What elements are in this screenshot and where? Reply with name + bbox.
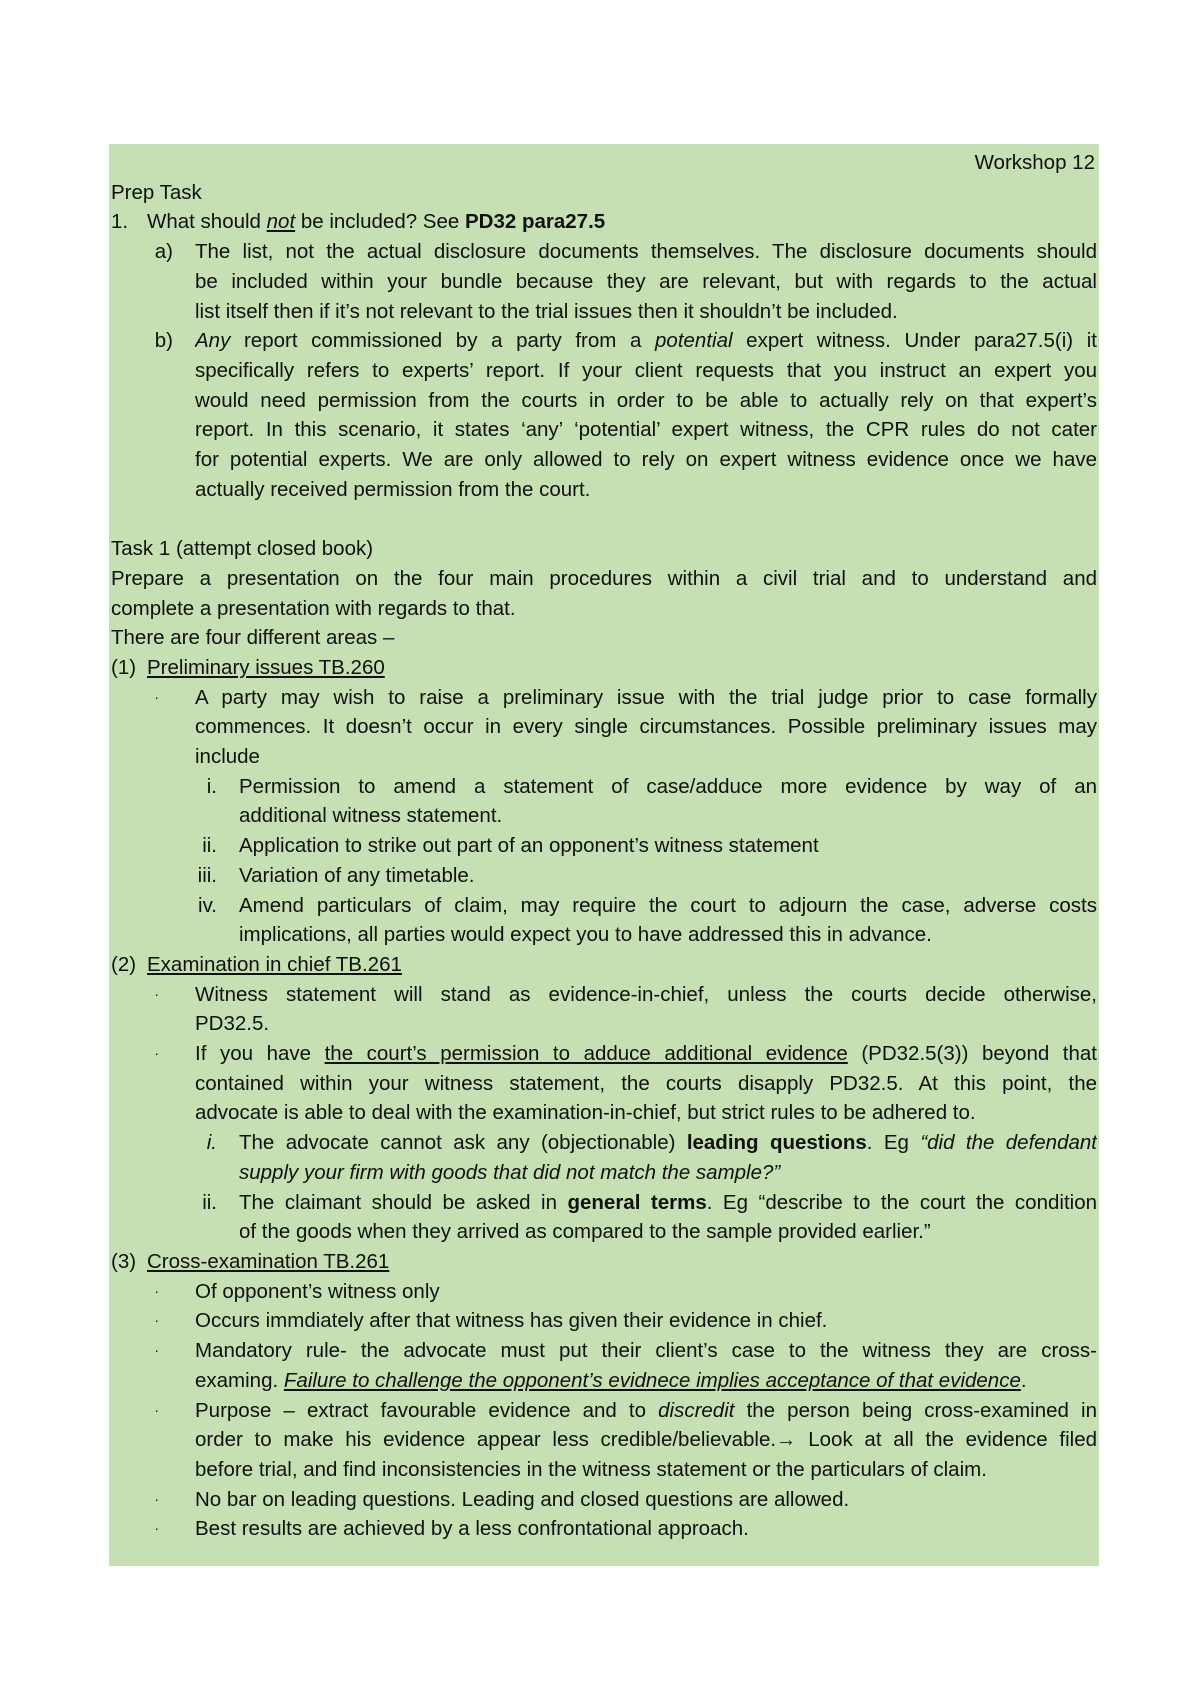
text-line: of the goods when they arrived as compared to the sample provided earlier.” [239,1220,931,1244]
section-number: (2) [111,952,137,976]
text-run: . Eg [866,1131,921,1155]
prep-question-1 [111,207,1097,237]
bullet-item [111,1336,1097,1395]
answer-marker: a) [154,240,173,264]
text-line: additional witness statement. [239,804,503,828]
text-run: The claimant should be asked in [239,1190,568,1214]
text-line: Permission to amend a statement of case/adduce more evidence by way of an [239,774,1097,798]
roman-number: i. [206,774,217,798]
prep-task-title: Prep Task [111,180,202,204]
italic-quote: “did the defendant [920,1131,1097,1155]
task1-title: Task 1 (attempt closed book) [111,537,374,561]
text-run: (PD32.5(3)) beyond that [847,1042,1097,1066]
text-run: What should [147,210,267,234]
reference-pd32: PD32 para27.5 [464,210,606,234]
roman-item [111,861,1097,891]
text-line: would need permission from the courts in order to be able to actually rely on that expert’s [195,388,1097,412]
page-header: Workshop 12 [974,151,1095,174]
bullet-icon: · [154,1045,159,1062]
text-line: for potential experts. We are only allowed to rely on expert witness evidence once we have [195,448,1097,472]
bullet-icon: · [154,1520,159,1537]
text-line: A party may wish to raise a preliminary issue with the trial judge prior to case formally [195,685,1097,709]
text-line: implications, all parties would expect you to have addressed this in advance. [239,923,932,947]
text-line: include [195,745,260,769]
bullet-icon: · [154,1401,159,1418]
text-line: PD32.5. [195,1012,270,1036]
text-line [195,1396,1097,1426]
bullet-icon: · [154,1490,159,1507]
text-run: be included? See [295,210,465,234]
bullet-item [111,1277,1097,1307]
text-line: supply your firm with goods that did not match the sample?” [239,1160,781,1184]
roman-item [111,1188,1097,1247]
task1-intro-line: There are four different areas – [111,626,395,650]
bullet-icon: · [154,688,159,705]
answer-marker: b) [154,329,173,353]
task1-intro-line: complete a presentation with regards to that. [111,596,516,620]
answer-b-text [195,326,1097,504]
bullet-item [111,1039,1097,1128]
text-run: The advocate cannot ask any (objectionable) [239,1131,687,1155]
bullet-item [111,683,1097,772]
roman-text: Variation of any timetable. [239,863,475,887]
section-heading-preliminary-issues [111,653,1097,683]
bullet-text: Of opponent’s witness only [195,1279,440,1303]
roman-item [111,1128,1097,1187]
text-line: actually received permission from the court. [195,477,591,501]
bullet-text: No bar on leading questions. Leading and closed questions are allowed. [195,1487,850,1511]
roman-text [239,1188,1097,1247]
text-line [239,1128,1097,1158]
text-run: examing. [195,1368,284,1392]
bullet-icon: · [154,1342,159,1359]
answer-b [111,326,1097,504]
text-line: order to make his evidence appear less credible/believable.→ Look at all the evidence filed [195,1428,1097,1452]
bullet-item [111,1306,1097,1336]
roman-text: Application to strike out part of an opponent’s witness statement [239,834,819,858]
roman-text [239,772,1097,831]
text-line: contained within your witness statement, the courts disapply PD32.5. At this point, the [195,1071,1097,1095]
section-heading-cross-examination [111,1247,1097,1277]
emphasis-not: not [266,210,296,234]
text-run: Purpose – extract favourable evidence and to [195,1398,659,1422]
text-line: The list, not the actual disclosure documents themselves. The disclosure documents should [195,240,1097,264]
bullet-text [195,1396,1097,1485]
section-heading-examination-in-chief [111,950,1097,980]
bullet-item [111,1485,1097,1515]
emphasis-potential: potential [655,329,733,353]
text-line: Amend particulars of claim, may require the court to adjourn the case, adverse costs [239,893,1097,917]
text-line: before trial, and find inconsistencies in the witness statement or the particulars of claim. [195,1457,987,1481]
text-line: Mandatory rule- the advocate must put their client’s case to the witness they are cross- [195,1339,1097,1363]
text-run: report commissioned by a party from a [230,329,656,353]
bullet-text: Occurs immdiately after that witness has given their evidence in chief. [195,1309,828,1333]
question-text [147,207,1097,237]
bullet-item [111,1514,1097,1544]
emphasis-any: Any [195,329,231,353]
bullet-text: Best results are achieved by a less confrontational approach. [195,1517,749,1541]
bullet-icon: · [154,1282,159,1299]
roman-text [239,1128,1097,1187]
roman-number: ii. [202,1190,217,1214]
bullet-text [195,980,1097,1039]
roman-text [239,891,1097,950]
underlined-italic-text: Failure to challenge the opponent’s evidnece implies acceptance of that evidence [283,1368,1021,1392]
section-number: (1) [111,655,137,679]
bullet-text [195,1039,1097,1128]
question-number: 1. [111,210,129,234]
task1-intro-line: Prepare a presentation on the four main procedures within a civil trial and to understand and [111,566,1097,590]
bullet-icon: · [154,1312,159,1329]
roman-number: ii. [202,834,217,858]
blank-line [111,504,1097,534]
bullet-text [195,683,1097,772]
bold-text: general terms [567,1190,707,1214]
section-number: (3) [111,1250,137,1273]
document-sheet [109,144,1099,1566]
text-line [239,1188,1097,1218]
italic-text: discredit [658,1398,735,1422]
section-heading: Preliminary issues TB.260 [147,655,385,679]
text-run: expert witness. Under para27.5(i) it [732,329,1097,353]
bullet-item [111,1396,1097,1485]
text-run: . Eg “describe to the court the condition [706,1190,1097,1214]
bold-text: leading questions [686,1131,867,1155]
answer-a [111,237,1097,326]
text-line [195,1366,1097,1396]
text-line: commences. It doesn’t occur in every single circumstances. Possible preliminary issues may [195,715,1097,739]
text-line: advocate is able to deal with the examination-in-chief, but strict rules to be adhered to. [195,1101,976,1125]
roman-item [111,772,1097,831]
text-run: the person being cross-examined in [734,1398,1097,1422]
roman-number: i. [206,1131,217,1155]
roman-number: iv. [198,893,217,917]
section-heading: Cross-examination TB.261 [147,1250,390,1273]
roman-item [111,831,1097,861]
bullet-icon: · [154,985,159,1002]
bullet-text [195,1336,1097,1395]
text-line [195,326,1097,356]
text-run: . [1020,1368,1027,1392]
text-line: list itself then if it’s not relevant to the trial issues then it shouldn’t be included. [195,299,898,323]
section-heading: Examination in chief TB.261 [147,952,402,976]
roman-item [111,891,1097,950]
text-line: Witness statement will stand as evidence-in-chief, unless the courts decide otherwise, [195,982,1097,1006]
answer-a-text [195,237,1097,326]
text-run: If you have [195,1042,325,1066]
roman-number: iii. [197,863,217,887]
text-line: be included within your bundle because they are relevant, but with regards to the actual [195,269,1097,293]
underlined-text: the court’s permission to adduce additional evidence [324,1042,848,1066]
text-line: report. In this scenario, it states ‘any’ ‘potential’ expert witness, the CPR rules do not cater [195,418,1097,442]
text-line [195,1039,1097,1069]
text-line: specifically refers to experts’ report. If your client requests that you instruct an expert you [195,358,1097,382]
bullet-item [111,980,1097,1039]
